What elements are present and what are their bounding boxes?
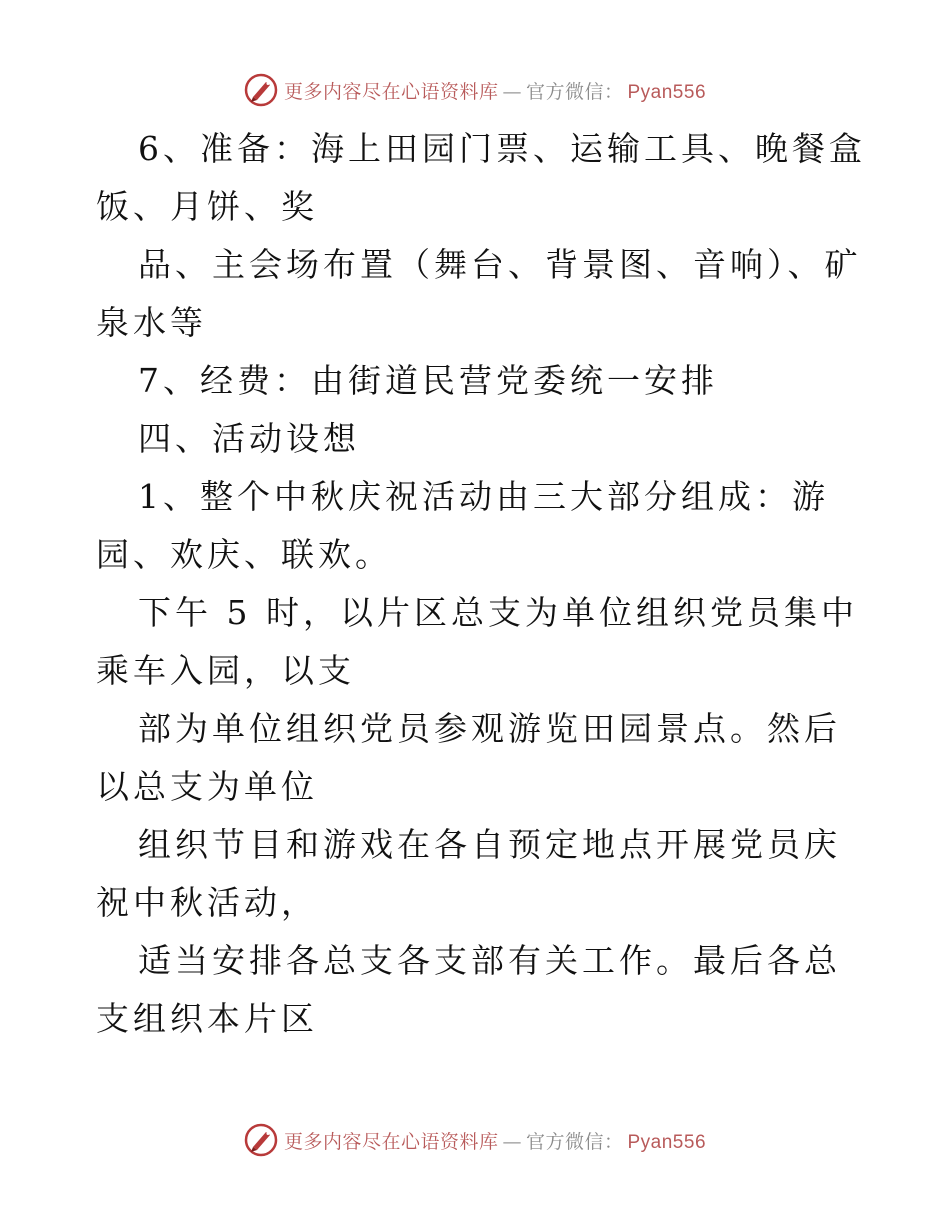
watermark-label: 官方微信： bbox=[525, 1130, 624, 1153]
paragraph-line: 下午 5 时，以片区总支为单位组织党员集中乘车入园，以支 bbox=[96, 593, 858, 690]
paragraph-line: 6、准备：海上田园门票、运输工具、晚餐盒饭、月饼、奖 bbox=[96, 129, 866, 226]
watermark-account: Pyan556 bbox=[627, 1131, 707, 1153]
watermark-line bbox=[284, 1127, 706, 1154]
header-watermark bbox=[0, 70, 950, 110]
watermark-account: Pyan556 bbox=[627, 81, 707, 103]
pen-logo-icon bbox=[244, 73, 278, 107]
watermark-brand: 更多内容尽在心语资料库 bbox=[283, 1130, 499, 1153]
section-heading: 四、活动设想 bbox=[138, 419, 360, 458]
paragraph-line: 部为单位组织党员参观游览田园景点。然后以总支为单位 bbox=[96, 709, 841, 806]
pen-logo-icon bbox=[244, 1123, 278, 1157]
footer-watermark bbox=[0, 1120, 950, 1160]
document-body bbox=[96, 120, 876, 1048]
paragraph-line: 7、经费：由街道民营党委统一安排 bbox=[138, 361, 718, 400]
watermark-brand: 更多内容尽在心语资料库 bbox=[283, 80, 499, 103]
paragraph-line: 组织节目和游戏在各自预定地点开展党员庆祝中秋活动， bbox=[96, 825, 841, 922]
paragraph-line: 1、整个中秋庆祝活动由三大部分组成：游园、欢庆、联欢。 bbox=[96, 477, 829, 574]
watermark-label: 官方微信： bbox=[525, 80, 624, 103]
watermark-separator: — bbox=[502, 1130, 522, 1153]
paragraph-line: 适当安排各总支各支部有关工作。最后各总支组织本片区 bbox=[96, 941, 841, 1038]
paragraph-line: 品、主会场布置（舞台、背景图、音响）、矿泉水等 bbox=[96, 245, 862, 342]
watermark-separator: — bbox=[502, 80, 522, 103]
watermark-line bbox=[284, 77, 706, 104]
